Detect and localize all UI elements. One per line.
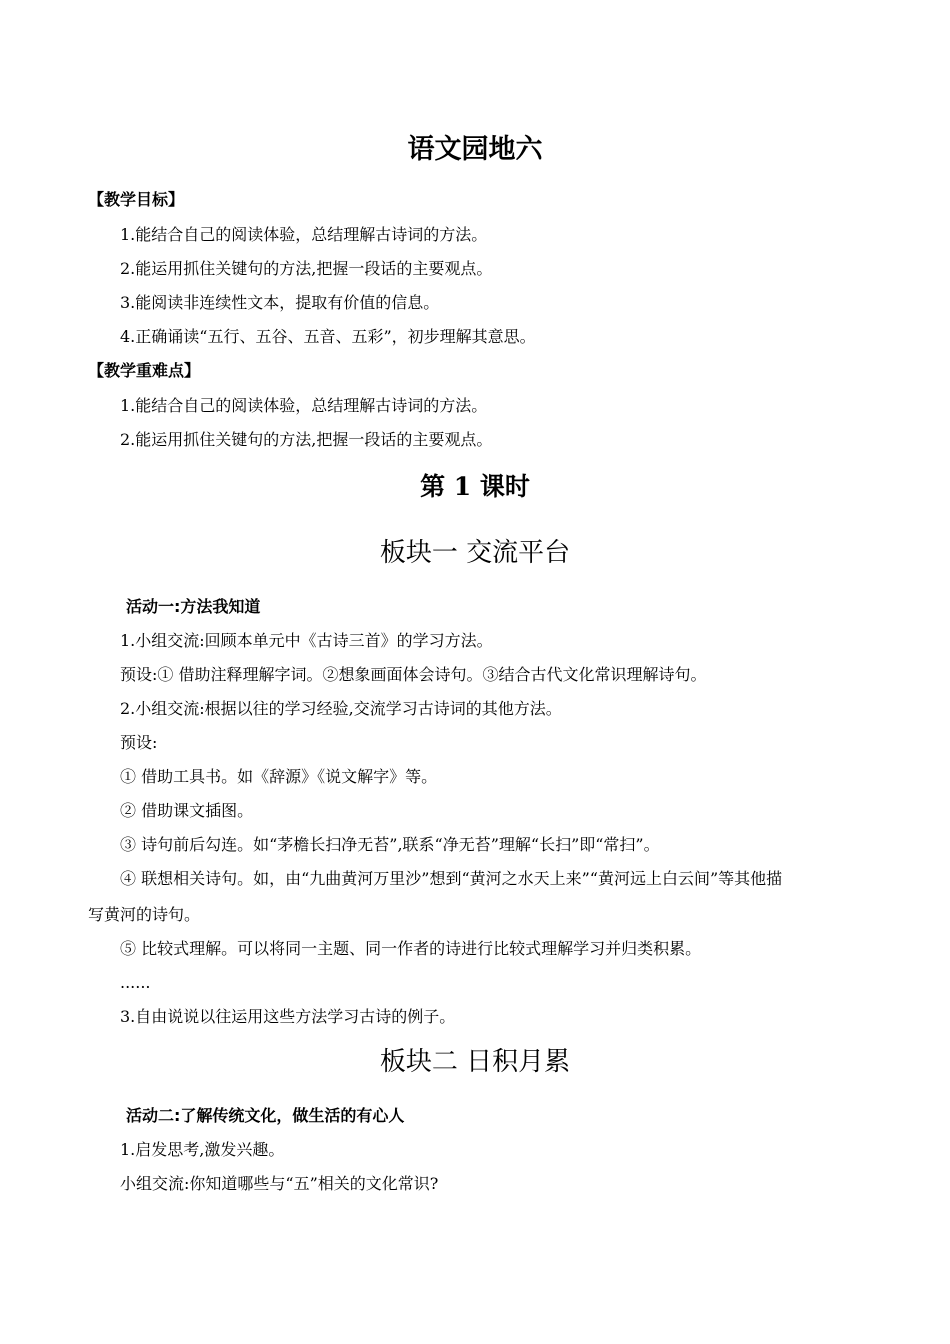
body-line: 3.自由说说以往运用这些方法学习古诗的例子。 (120, 1007, 456, 1026)
key-point-item: 1.能结合自己的阅读体验，总结理解古诗词的方法。 (120, 396, 488, 415)
body-line: ② 借助课文插图。 (120, 801, 254, 820)
body-line: 预设:① 借助注释理解字词。②想象画面体会诗句。③结合古代文化常识理解诗句。 (120, 665, 707, 684)
body-line: ④ 联想相关诗句。如，由“九曲黄河万里沙”想到“黄河之水天上来”“黄河远上白云间”等其他描 (120, 869, 783, 888)
goal-item: 3.能阅读非连续性文本，提取有价值的信息。 (120, 293, 440, 312)
body-line: ③ 诗句前后勾连。如“茅檐长扫净无苔”,联系“净无苔”理解“长扫”即“常扫”。 (120, 835, 660, 854)
goal-item: 2.能运用抓住关键句的方法,把握一段话的主要观点。 (120, 259, 493, 278)
body-line: 预设: (120, 733, 158, 752)
body-line: 1.启发思考,激发兴趣。 (120, 1140, 285, 1159)
body-line: 写黄河的诗句。 (88, 905, 201, 924)
key-point-item: 2.能运用抓住关键句的方法,把握一段话的主要观点。 (120, 430, 493, 449)
goal-item: 4.正确诵读“五行、五谷、五音、五彩”，初步理解其意思。 (120, 327, 536, 346)
body-line: 1.小组交流:回顾本单元中《古诗三首》的学习方法。 (120, 631, 493, 650)
document-title: 语文园地六 (407, 134, 543, 165)
lesson-title: 第 1 课时 (420, 472, 530, 501)
activity-heading: 活动二:了解传统文化，做生活的有心人 (126, 1106, 405, 1125)
section-heading-key-points: 【教学重难点】 (88, 361, 201, 380)
body-line: 2.小组交流:根据以往的学习经验,交流学习古诗词的其他方法。 (120, 699, 562, 718)
activity-heading: 活动一:方法我知道 (126, 597, 261, 616)
body-line: ① 借助工具书。如《辞源》《说文解字》等。 (120, 767, 438, 786)
section-heading-goals: 【教学目标】 (88, 190, 185, 209)
goal-item: 1.能结合自己的阅读体验，总结理解古诗词的方法。 (120, 225, 488, 244)
body-line: ...... (120, 973, 151, 992)
body-line: ⑤ 比较式理解。可以将同一主题、同一作者的诗进行比较式理解学习并归类积累。 (120, 939, 702, 958)
body-line: 小组交流:你知道哪些与“五”相关的文化常识? (120, 1174, 439, 1193)
block-title: 板块二 日积月累 (379, 1047, 571, 1077)
block-title: 板块一 交流平台 (379, 538, 571, 568)
